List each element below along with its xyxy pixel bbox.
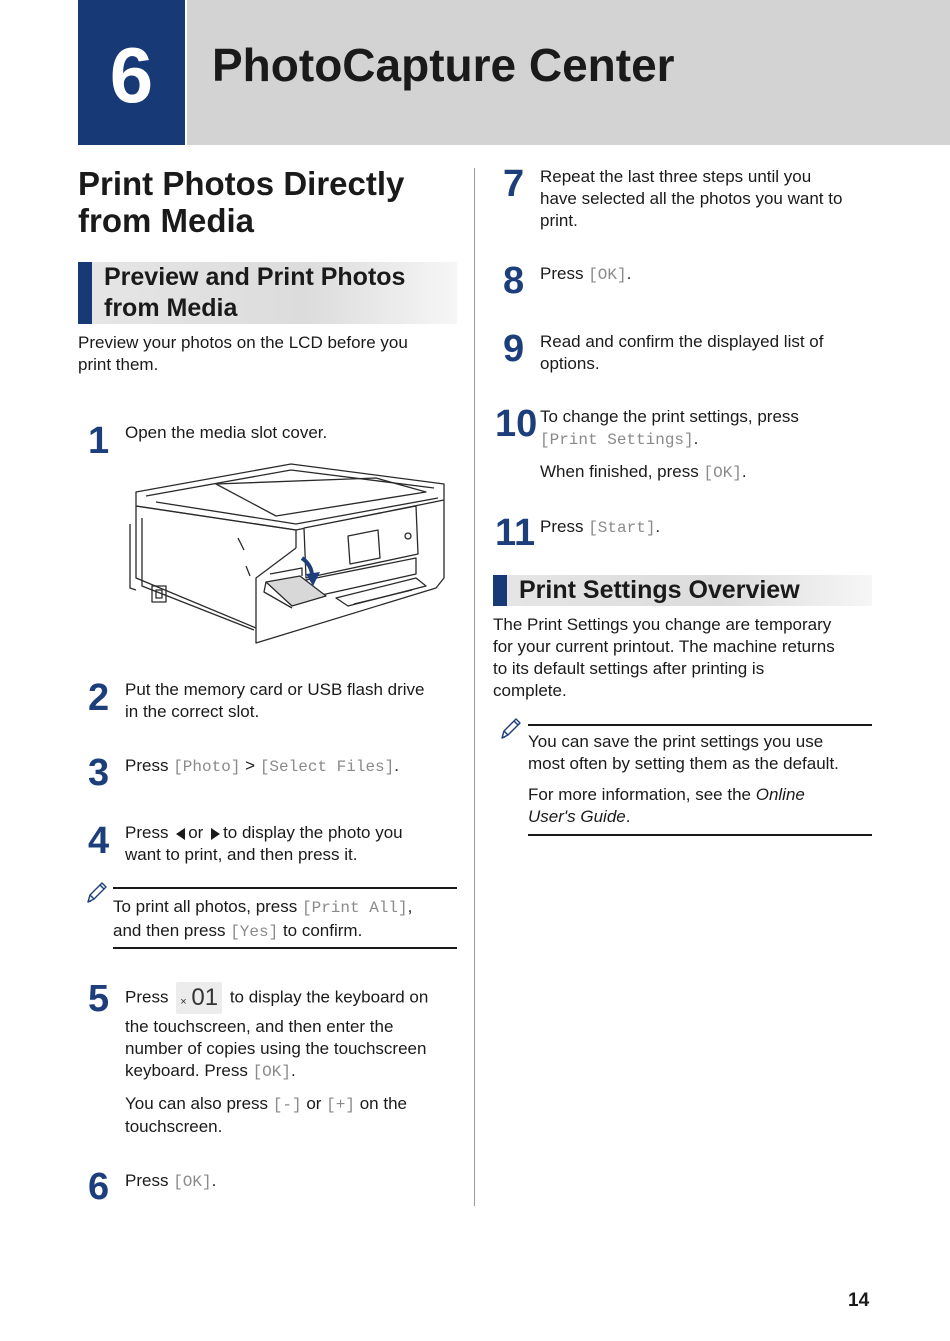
step-number-9: 9 <box>503 328 525 370</box>
code-minus: [-] <box>272 1096 302 1114</box>
main-heading: Print Photos Directly from Media <box>78 165 405 239</box>
page-number: 14 <box>848 1290 870 1311</box>
printer-illustration <box>126 458 450 648</box>
step-1-text: Open the media slot cover. <box>125 423 328 442</box>
step-3-text: Press [Photo] > [Select Files]. <box>125 756 399 776</box>
right-arrow-icon <box>211 828 220 840</box>
code-print-all: [Print All] <box>302 899 408 917</box>
step-7-text: Repeat the last three steps until you have selected all the photos you want to print. <box>540 167 843 230</box>
step-number-2: 2 <box>88 677 110 719</box>
step-9-text: Read and confirm the displayed list of options. <box>540 332 824 373</box>
intro-paragraph: Preview your photos on the LCD before you print them. <box>78 333 408 374</box>
step-11-text: Press [Start]. <box>540 517 661 537</box>
step-number-10: 10 <box>495 403 538 445</box>
code-ok: [OK] <box>252 1063 291 1081</box>
code-ok: [OK] <box>703 464 742 482</box>
note-rule-bottom <box>113 947 457 949</box>
code-print-settings: [Print Settings] <box>540 431 694 449</box>
code-select-files: [Select Files] <box>259 758 395 776</box>
step-5-text: Press × 01 to display the keyboard on the touchscreen, and then enter the number of copies using the touchscreen keyboard. Press [OK]. You can also press [-] or [+] on the touchscreen. <box>125 984 429 1136</box>
chapter-number: 6 <box>109 31 154 119</box>
step-6-text: Press [OK]. <box>125 1171 217 1191</box>
code-plus: [+] <box>326 1096 355 1114</box>
code-photo: [Photo] <box>173 758 241 776</box>
step-10-text: To change the print settings, press [Print Settings]. When finished, press [OK]. <box>540 407 799 482</box>
overview-paragraph: The Print Settings you change are temporary for your current printout. The machine returns to its default settings after printing is complete. <box>493 615 835 700</box>
pencil-note-icon <box>85 880 109 906</box>
pencil-note-icon <box>499 716 523 742</box>
note-rule-bottom <box>528 834 872 836</box>
step-4-text: Press or to display the photo you want to print, and then press it. <box>125 823 403 864</box>
step-number-4: 4 <box>88 820 110 862</box>
section-heading-overview: Print Settings Overview <box>493 575 872 606</box>
step-2-text: Put the memory card or USB flash drive in the correct slot. <box>125 680 425 721</box>
code-start: [Start] <box>588 519 656 537</box>
left-arrow-icon <box>176 828 185 840</box>
step-number-3: 3 <box>88 752 110 794</box>
section-accent-bar <box>493 575 507 606</box>
section-accent-bar <box>78 262 92 324</box>
step-8-text: Press [OK]. <box>540 264 632 284</box>
note-rule-top <box>113 887 457 889</box>
step-number-11: 11 <box>495 512 536 554</box>
chapter-title: PhotoCapture Center <box>212 39 675 91</box>
copies-button: × 01 <box>176 982 222 1014</box>
code-yes: [Yes] <box>230 923 279 941</box>
code-ok: [OK] <box>173 1173 212 1191</box>
step-number-7: 7 <box>503 163 525 205</box>
column-divider <box>474 168 475 1206</box>
note-save-settings: You can save the print settings you use most often by setting them as the default. For more information, see the Online User's Guide. <box>528 732 839 826</box>
note-print-all: To print all photos, press [Print All], and then press [Yes] to confirm. <box>113 897 413 941</box>
code-ok: [OK] <box>588 266 627 284</box>
step-number-8: 8 <box>503 260 525 302</box>
step-number-6: 6 <box>88 1166 110 1208</box>
step-number-5: 5 <box>88 978 110 1020</box>
note-rule-top <box>528 724 872 726</box>
step-number-1: 1 <box>88 420 110 462</box>
section-heading-preview: Preview and Print Photos from Media <box>78 262 457 324</box>
